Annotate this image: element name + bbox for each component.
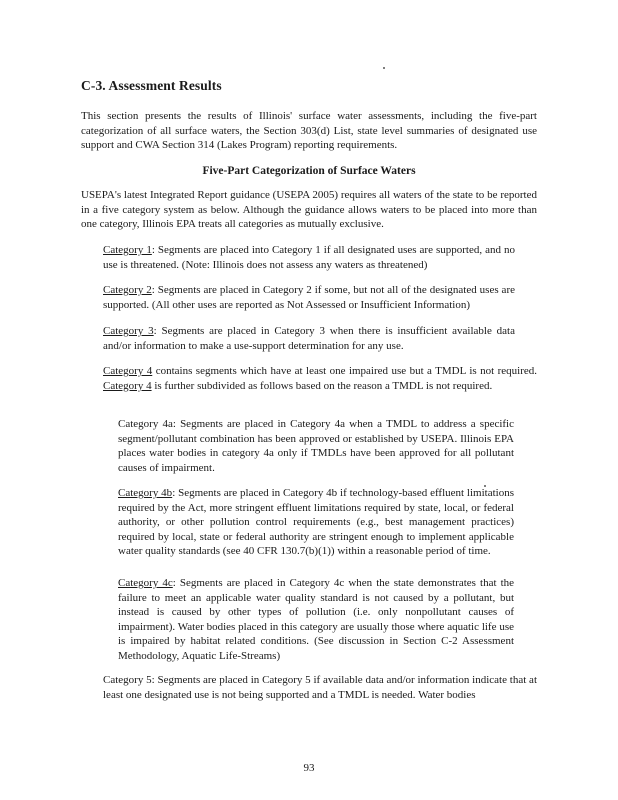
category-4-text-b: is further subdivided as follows based on the reason a TMDL is not required. bbox=[151, 379, 493, 392]
category-3-text: : Segments are placed in Category 3 when there is insufficient available data and/or information to make a use-support determination for any use. bbox=[103, 325, 515, 352]
guidance-paragraph: USEPA's latest Integrated Report guidance (USEPA 2005) requires all waters of the state to be reported in a five category system as below. Although the guidance allows waters to be placed into more than one category, Illinois EPA treats all categories as mutually exclusive. bbox=[81, 189, 537, 231]
category-3-paragraph bbox=[103, 324, 515, 353]
category-4b-paragraph bbox=[118, 486, 514, 559]
category-3-label: Category 3 bbox=[103, 325, 154, 337]
category-4-label: Category 4 bbox=[103, 365, 153, 377]
section-heading: C-3. Assessment Results bbox=[81, 78, 222, 93]
category-5-paragraph: Category 5: Segments are placed in Category 5 if available data and/or information indicate that at least one designated use is not being supported and a TMDL is needed. Water bodies bbox=[103, 674, 537, 701]
category-4-label-2: Category 4 bbox=[103, 379, 152, 392]
category-4-paragraph bbox=[103, 364, 537, 393]
scan-speck bbox=[383, 67, 385, 69]
category-1-label: Category 1 bbox=[103, 244, 152, 256]
category-2-label: Category 2 bbox=[103, 284, 152, 296]
category-4a-paragraph: Category 4a: Segments are placed in Category 4a when a TMDL to address a specific segment/pollutant combination has been approved or established by USEPA. Illinois EPA places water bodies in category 4a only if TMDLs have been approved for all pollutant causes of impairment. bbox=[118, 418, 514, 474]
category-4c-paragraph bbox=[118, 576, 514, 664]
category-4c-text: : Segments are placed in Category 4c when the state demonstrates that the failure to meet an applicable water quality standard is not caused by a pollutant, but instead is caused by other types of pollution (i.e. only nonpollutant causes of impairment). Water bodies placed in this category are usually those where aquatic life use is impaired by habitat related conditions. (See discussion in Section C-2 Assessment Methodology, Aquatic Life-Streams) bbox=[118, 577, 515, 662]
category-4b-label: Category 4b bbox=[118, 487, 173, 499]
category-1-paragraph bbox=[103, 243, 515, 272]
page-number: 93 bbox=[303, 762, 315, 774]
category-4-text-a: contains segments which have at least one impaired use but a TMDL is not required. bbox=[152, 365, 538, 377]
intro-paragraph: This section presents the results of Illinois' surface water assessments, including the five-part categorization of all surface waters, the Section 303(d) List, state level summaries of designated use support and CWA Section 314 (Lakes Program) reporting requirements. bbox=[81, 110, 537, 152]
category-4c-label: Category 4c bbox=[118, 577, 173, 589]
category-1-text: : Segments are placed into Category 1 if all designated uses are supported, and no use is threatened. (Note: Illinois does not assess any waters as threatened) bbox=[103, 244, 515, 271]
category-2-paragraph bbox=[103, 283, 515, 312]
subsection-title: Five-Part Categorization of Surface Waters bbox=[202, 165, 416, 177]
category-2-text: : Segments are placed in Category 2 if some, but not all of the designated uses are supported. (All other uses are reported as Not Assessed or Insufficient Information) bbox=[103, 284, 515, 311]
category-4b-text: : Segments are placed in Category 4b if technology-based effluent limitations required by the Act, more stringent effluent limitations required by state, local, or federal authority, or other pollution control requirements (e.g., best management practices) required by local, state or federal authority are stringent enough to implement applicable water quality standards (see 40 CFR 130.7(b)(1)) within a reasonable period of time. bbox=[118, 487, 514, 558]
